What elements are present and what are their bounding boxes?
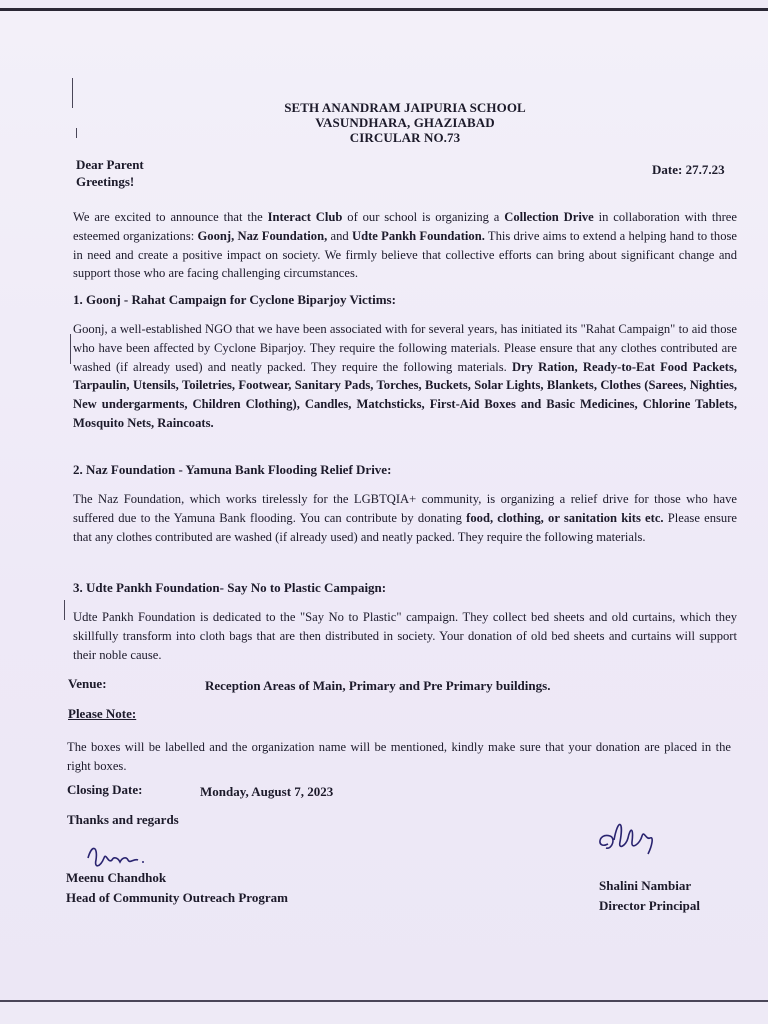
signature-right bbox=[594, 814, 684, 860]
circular-number: CIRCULAR NO.73 bbox=[349, 130, 461, 145]
margin-mark bbox=[70, 334, 71, 364]
scan-bottom-edge bbox=[0, 1000, 768, 1002]
salutation-line: Dear Parent bbox=[76, 157, 144, 172]
circular-date: Date: 27.7.23 bbox=[652, 162, 725, 177]
section-3-heading: 3. Udte Pankh Foundation- Say No to Plastic Campaign: bbox=[73, 580, 387, 595]
thanks-line: Thanks and regards bbox=[67, 812, 179, 827]
signatory-right bbox=[599, 876, 700, 916]
note-text: The boxes will be labelled and the organization name will be mentioned, kindly make sure that your donation are placed in the right boxes. bbox=[67, 740, 731, 773]
venue-label: Venue: bbox=[68, 676, 107, 691]
section-1-paragraph: Goonj, a well-established NGO that we have been associated with for several years, has initiated its "Rahat Campaign" to aid those who have been affected by Cyclone Biparjoy. They require the following materials. Please ensure that any clothes contributed are washed (if already used) and neatly packed. They require the following materials. Dry Ration, Ready-to-Eat Food Packets, Tarpaulin, Utensils, Toiletries, Footwear, Sanitary Pads, Torches, Buckets, Solar Lights, Blankets, Clothes (Sarees, Nighties, New undergarments, Children Clothing), Candles, Matchsticks, First-Aid Boxes and Basic Medicines, Chlorine Tablets, Mosquito Nets, Raincoats. bbox=[73, 322, 737, 430]
signatory-right-title: Director Principal bbox=[599, 898, 700, 913]
section-3-paragraph: Udte Pankh Foundation is dedicated to the "Say No to Plastic" campaign. They collect bed sheets and old curtains, which they skillfully transform into cloth bags that are then distributed in society. Your donation of old bed sheets and curtains will support their noble cause. bbox=[73, 610, 737, 662]
signatory-right-name: Shalini Nambiar bbox=[599, 878, 692, 893]
section-2-paragraph: The Naz Foundation, which works tirelessly for the LGBTQIA+ community, is organizing a relief drive for those who have suffered due to the Yamuna Bank flooding. You can contribute by donating food, clothing, or sanitation kits etc. Please ensure that any clothes contributed are washed (if already used) and neatly packed. They require the following materials. bbox=[73, 492, 737, 544]
signatory-left-title: Head of Community Outreach Program bbox=[66, 890, 288, 905]
salutation bbox=[76, 156, 144, 190]
greeting-line: Greetings! bbox=[76, 174, 135, 189]
margin-mark bbox=[64, 600, 65, 620]
section-1-heading: 1. Goonj - Rahat Campaign for Cyclone Biparjoy Victims: bbox=[73, 292, 396, 307]
intro-paragraph: We are excited to announce that the Interact Club of our school is organizing a Collection Drive in collaboration with three esteemed organizations: Goonj, Naz Foundation, and Udte Pankh Foundation. This drive aims to extend a helping hand to those in need and create a positive impact on society. We firmly believe that collective efforts can bring about significant change and support those who are facing challenging circumstances. bbox=[73, 210, 737, 281]
scan-top-edge bbox=[0, 8, 768, 11]
school-name: SETH ANANDRAM JAIPURIA SCHOOL bbox=[284, 100, 526, 115]
closing-date-value: Monday, August 7, 2023 bbox=[200, 784, 334, 799]
note-label: Please Note: bbox=[68, 706, 137, 721]
closing-date-label: Closing Date: bbox=[67, 782, 143, 797]
signatory-left bbox=[66, 868, 288, 908]
letterhead bbox=[0, 100, 768, 145]
school-location: VASUNDHARA, GHAZIABAD bbox=[315, 115, 495, 130]
section-2-heading: 2. Naz Foundation - Yamuna Bank Flooding Relief Drive: bbox=[73, 462, 392, 477]
signatory-left-name: Meenu Chandhok bbox=[66, 870, 167, 885]
venue-value: Reception Areas of Main, Primary and Pre Primary buildings. bbox=[205, 678, 551, 693]
